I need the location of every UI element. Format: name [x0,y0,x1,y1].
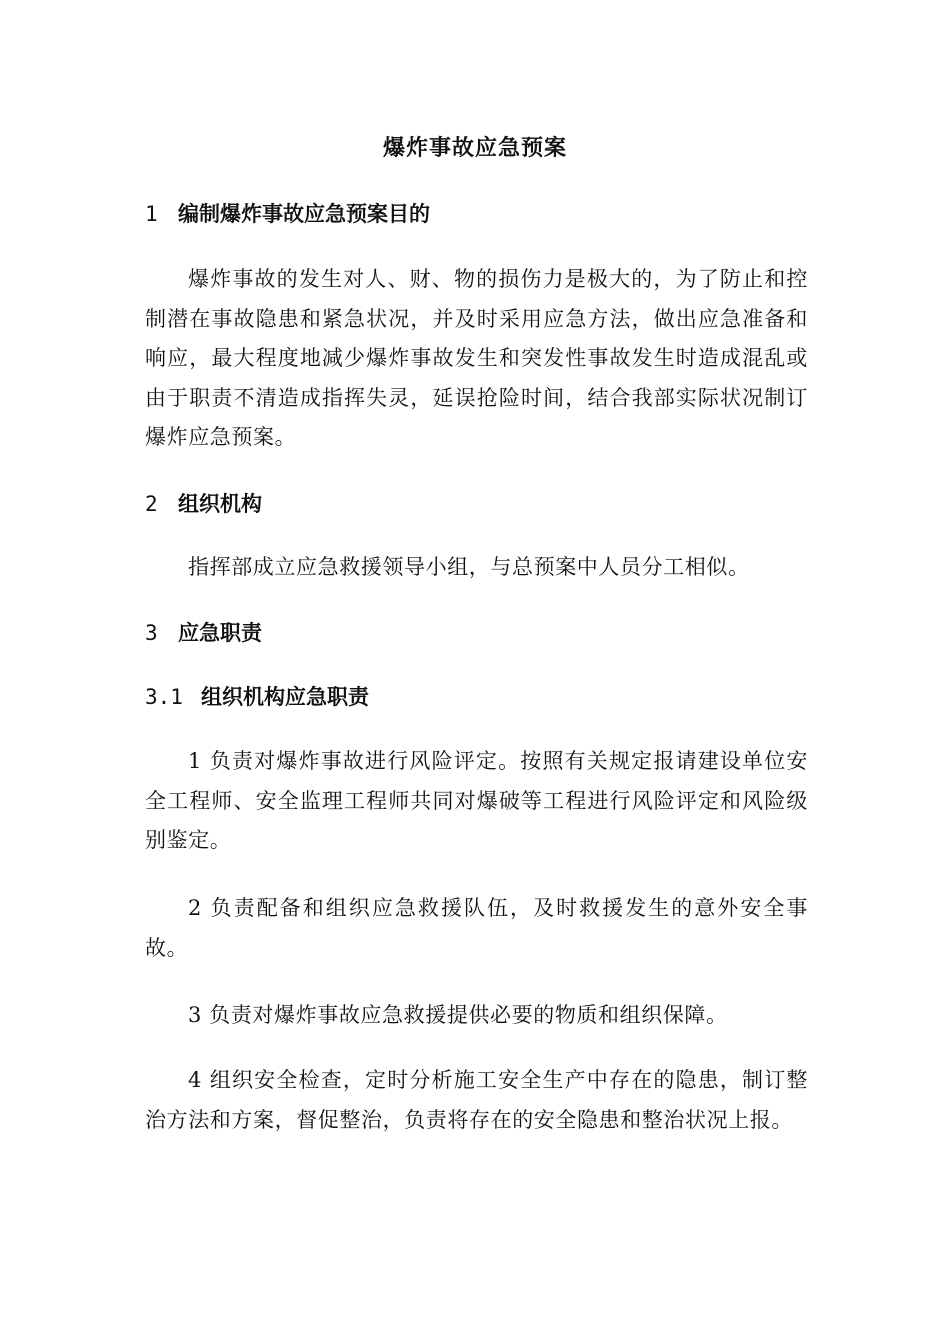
purpose-paragraph: 爆炸事故的发生对人、财、物的损伤力是极大的，为了防止和控制潜在事故隐患和紧急状况，并及时采用应急方法，做出应急准备和响应，最大程度地减少爆炸事故发生和突发性事故发生时造成混乱或由于职责不清造成指挥失灵，延误抢险时间，结合我部实际状况制订爆炸应急预案。 [145,267,808,449]
section-title: 应急职责 [178,620,262,645]
duty-item-4: 4 组织安全检查，定时分析施工安全生产中存在的隐患，制订整治方法和方案，督促整治，负责将存在的安全隐患和整治状况上报。 [145,1068,808,1132]
section-3-1-heading [145,681,369,713]
section-title: 编制爆炸事故应急预案目的 [178,201,430,226]
duty-item-2: 2 负责配备和组织应急救援队伍，及时救援发生的意外安全事故。 [145,896,808,960]
section-3-heading [145,617,262,649]
organization-paragraph: 指挥部成立应急救援领导小组，与总预案中人员分工相似。 [188,555,750,579]
section-number: 2 [145,492,158,516]
section-1-heading [145,198,430,230]
section-number: 3.1 [145,685,183,709]
section-number: 1 [145,202,158,226]
section-2-heading [145,488,262,520]
duty-item-1: 1 负责对爆炸事故进行风险评定。按照有关规定报请建设单位安全工程师、安全监理工程师共同对爆破等工程进行风险评定和风险级别鉴定。 [145,749,808,852]
section-number: 3 [145,621,158,645]
duty-item-3: 3 负责对爆炸事故应急救援提供必要的物质和组织保障。 [188,1003,728,1027]
section-title: 组织机构应急职责 [201,684,369,709]
section-title: 组织机构 [178,491,262,516]
document-title: 爆炸事故应急预案 [382,135,567,161]
